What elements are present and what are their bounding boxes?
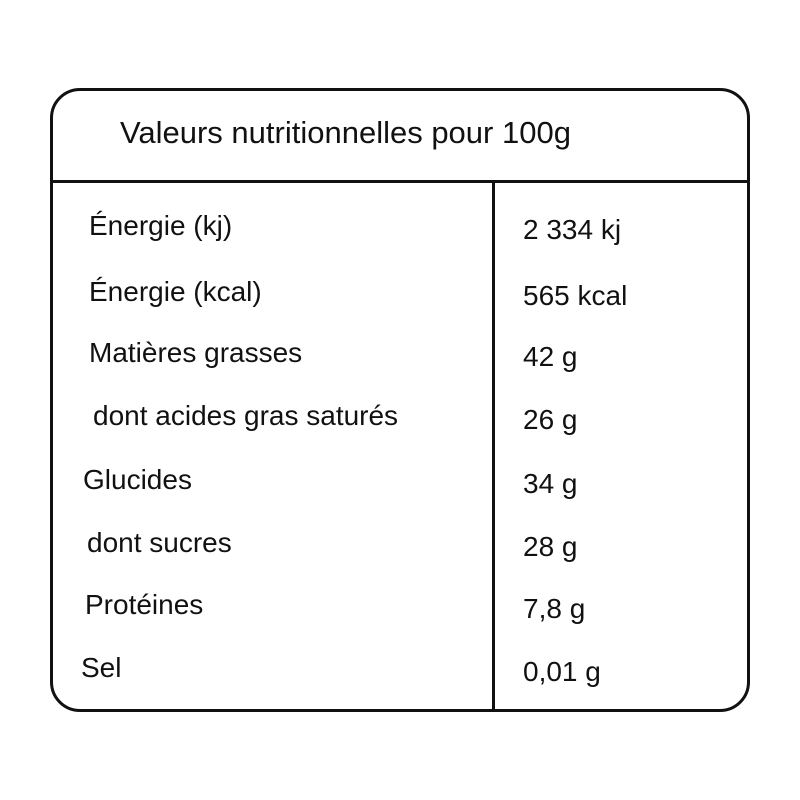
row-label-energie-kcal: Énergie (kcal) xyxy=(89,276,262,307)
row-value-acides-gras-satures: 26 g xyxy=(523,404,578,435)
row-value-energie-kj: 2 334 kj xyxy=(523,214,622,245)
row-label-energie-kj: Énergie (kj) xyxy=(89,210,233,241)
row-value-matieres-grasses: 42 g xyxy=(523,341,578,372)
row-value-energie-kcal: 565 kcal xyxy=(523,280,628,311)
row-value-proteines: 7,8 g xyxy=(523,593,586,624)
row-label-proteines: Protéines xyxy=(85,589,204,620)
row-label-acides-gras-satures: dont acides gras saturés xyxy=(93,400,399,431)
row-value-sel: 0,01 g xyxy=(523,656,601,687)
row-label-matieres-grasses: Matières grasses xyxy=(89,337,303,368)
row-value-dont-sucres: 28 g xyxy=(523,531,578,562)
row-label-glucides: Glucides xyxy=(83,464,192,495)
table-header xyxy=(53,91,747,183)
column-divider xyxy=(492,183,495,709)
row-label-sel: Sel xyxy=(81,652,122,683)
table-title: Valeurs nutritionnelles pour 100g xyxy=(120,115,571,150)
row-value-glucides: 34 g xyxy=(523,468,578,499)
row-label-dont-sucres: dont sucres xyxy=(87,527,232,558)
nutrition-table xyxy=(50,88,750,712)
